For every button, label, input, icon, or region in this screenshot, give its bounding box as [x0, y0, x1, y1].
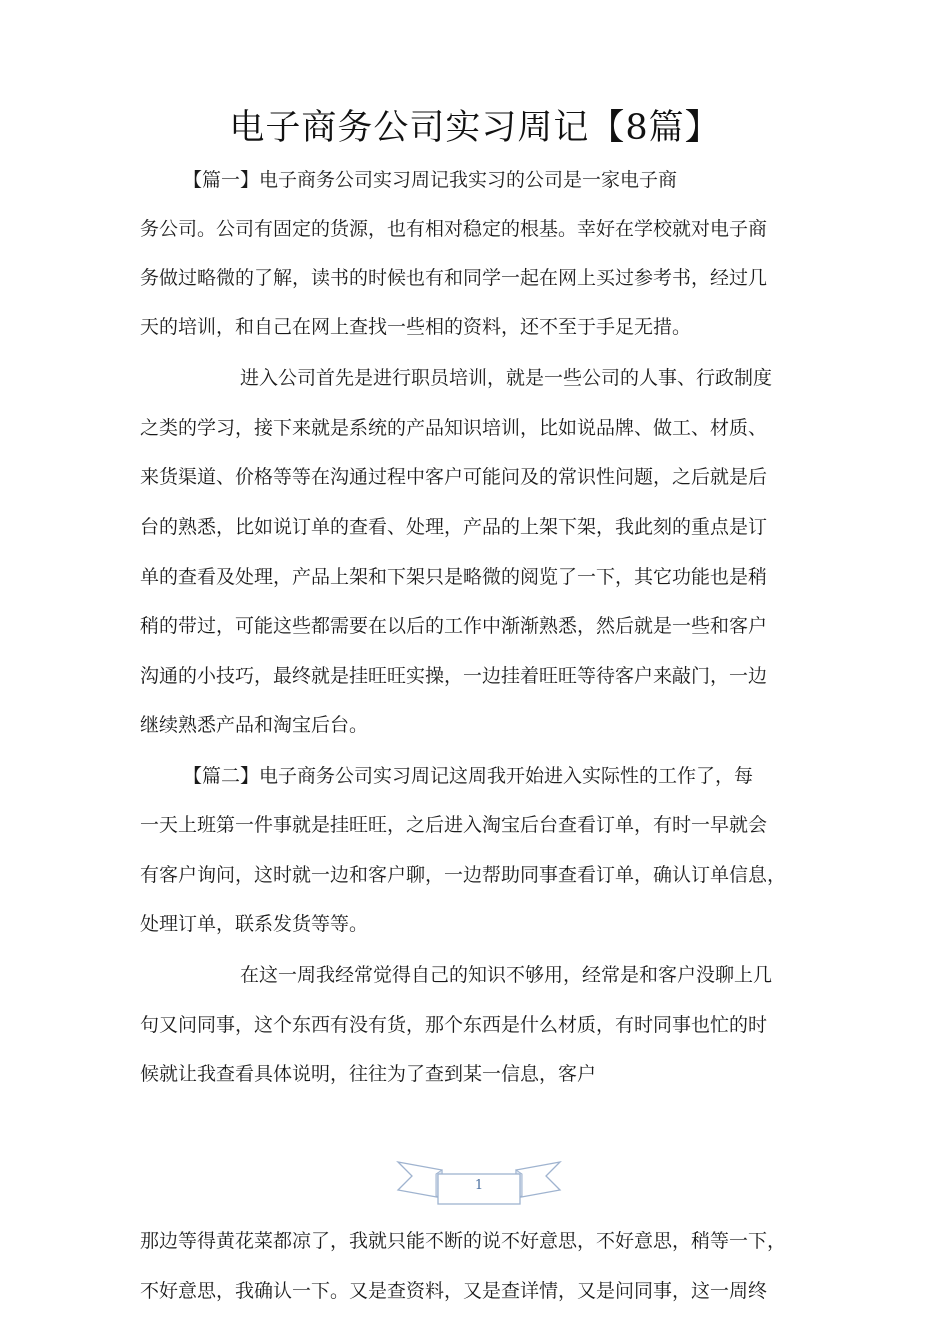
paragraph-line: 单的查看及处理，产品上架和下架只是略微的阅览了一下，其它功能也是稍 — [140, 566, 768, 588]
paragraph-line: 【篇二】电子商务公司实习周记这周我开始进入实际性的工作了，每 — [183, 765, 754, 787]
paragraph-line: 不好意思，我确认一下。又是查资料，又是查详情，又是问同事，这一周终 — [140, 1280, 768, 1302]
page-title: 电子商务公司实习周记【8篇】 — [229, 108, 721, 148]
paragraph-line: 进入公司首先是进行职员培训，就是一些公司的人事、行政制度 — [240, 367, 773, 389]
paragraph-line: 台的熟悉，比如说订单的查看、处理，产品的上架下架，我此刻的重点是订 — [140, 516, 768, 538]
paragraph-line: 句又问同事，这个东西有没有货，那个东西是什么材质，有时同事也忙的时 — [140, 1014, 768, 1036]
paragraph-line: 那边等得黄花菜都凉了，我就只能不断的说不好意思，不好意思，稍等一下， — [140, 1230, 787, 1252]
paragraph-line: 务做过略微的了解，读书的时候也有和同学一起在网上买过参考书，经过几 — [140, 267, 768, 289]
paragraph-line: 有客户询问，这时就一边和客户聊，一边帮助同事查看订单，确认订单信息， — [140, 864, 787, 886]
paragraph-line: 天的培训，和自己在网上查找一些相的资料，还不至于手足无措。 — [140, 316, 692, 338]
paragraph-line: 一天上班第一件事就是挂旺旺，之后进入淘宝后台查看订单，有时一早就会 — [140, 814, 768, 836]
paragraph-line: 沟通的小技巧，最终就是挂旺旺实操，一边挂着旺旺等待客户来敲门，一边 — [140, 665, 768, 687]
paragraph-line: 来货渠道、价格等等在沟通过程中客户可能问及的常识性问题，之后就是后 — [140, 466, 768, 488]
paragraph-line: 务公司。公司有固定的货源，也有相对稳定的根基。幸好在学校就对电子商 — [140, 218, 768, 240]
page-number: 1 — [474, 1178, 484, 1193]
paragraph-line: 候就让我查看具体说明，往往为了查到某一信息，客户 — [140, 1063, 597, 1085]
paragraph-line: 继续熟悉产品和淘宝后台。 — [140, 714, 369, 736]
paragraph-line: 【篇一】电子商务公司实习周记我实习的公司是一家电子商 — [183, 169, 678, 191]
paragraph-line: 稍的带过，可能这些都需要在以后的工作中渐渐熟悉，然后就是一些和客户 — [140, 615, 768, 637]
paragraph-line: 在这一周我经常觉得自己的知识不够用，经常是和客户没聊上几 — [240, 964, 773, 986]
paragraph-line: 之类的学习，接下来就是系统的产品知识培训，比如说品牌、做工、材质、 — [140, 417, 768, 439]
page-number-ribbon — [396, 1158, 562, 1208]
paragraph-line: 处理订单，联系发货等等。 — [140, 913, 369, 935]
